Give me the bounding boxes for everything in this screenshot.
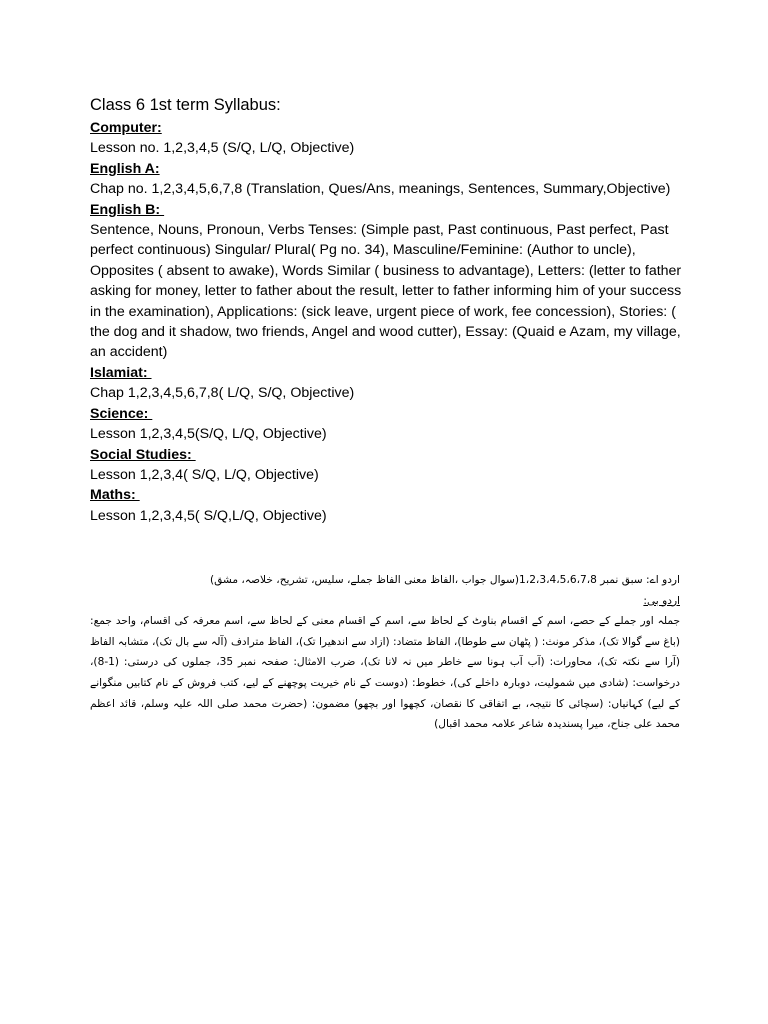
subject-heading: English B:	[90, 201, 165, 218]
subject-heading: English A:	[90, 160, 160, 177]
subject-islamiat	[90, 363, 690, 404]
subject-social-studies	[90, 445, 690, 486]
urdu-b-heading: اردو بی:	[643, 594, 680, 607]
urdu-section	[90, 570, 680, 735]
subject-body: Lesson 1,2,3,4,5( S/Q,L/Q, Objective)	[90, 507, 327, 524]
subject-english-a	[90, 159, 690, 200]
subject-heading: Science:	[90, 405, 153, 422]
subject-heading: Computer:	[90, 120, 162, 136]
subject-maths	[90, 485, 690, 526]
subject-body: Chap no. 1,2,3,4,5,6,7,8 (Translation, Ques/Ans, meanings, Sentences, Summary,Objective)	[90, 181, 671, 198]
urdu-b-text: جملہ اور جملے کے حصے، اسم کے اقسام بناوٹ کے لحاظ سے، اسم کے اقسام معنی کے لحاظ سے، اسم معرفہ کی اقسام، واحد جمع: (باغ سے گوالا تک)، مذکر مونث: ( پٹھان سے طوطا)، الفاظ متضاد: (ازاد سے اندھیرا تک)، الفاظ مترادف (آلہ سے بال تک)، متشابہ الفاظ (آرا سے نکتہ تک)، محاورات: (آب آب ہونا سے خاطر میں نہ لانا تک)، ضرب الامثال: صفحہ نمبر 35، جملوں کی درستی: (1-8)، درخواست: (شادی میں شمولیت، دوبارہ داخلے کی)، خطوط: (دوست کے نام خیریت پوچھنے کے لیے، کتب فروش کے نام کتابیں منگوانے کے لیے) کہانیاں: (سچائی کا نتیجہ، بے اتفاقی کا نقصان، کچھوا اور بچھو) مضمون: (حضرت محمد صلی اللہ علیہ وسلم، قائد اعظم محمد علی جناح، میرا پسندیدہ شاعر علامہ محمد اقبال)	[90, 615, 681, 731]
subject-body: Chap 1,2,3,4,5,6,7,8( L/Q, S/Q, Objective)	[90, 385, 355, 402]
subject-body: Lesson no. 1,2,3,4,5 (S/Q, L/Q, Objective)	[90, 140, 355, 157]
subject-english-b	[90, 200, 690, 363]
syllabus-content	[90, 94, 690, 526]
subject-body: Lesson 1,2,3,4,5(S/Q, L/Q, Objective)	[90, 426, 327, 443]
subject-body: Sentence, Nouns, Pronoun, Verbs Tenses: (Simple past, Past continuous, Past perfect, Past perfect continuous) Singular/ Plural( Pg no. 34), Masculine/Feminine: (Author to uncle), Opposites ( absent to awake), Words Similar ( business to advantage), Letters: (letter to father asking for money, letter to father about the result, letter to father informing him of your success in the examination), Applications: (sick leave, urgent piece of work, fee concession), Stories: ( the dog and it shadow, two friends, Angel and wood cutter), Essay: (Quaid e Azam, my village, an accident)	[90, 222, 682, 361]
subject-heading: Social Studies:	[90, 446, 196, 463]
subject-computer	[90, 118, 690, 159]
page-title: Class 6 1st term Syllabus:	[90, 96, 281, 114]
subject-science	[90, 404, 690, 445]
subject-heading: Maths:	[90, 487, 140, 504]
urdu-a-text: اردو اے: سبق نمبر 1،2،3،4،5،6،7،8(سوال جواب ،الفاظ معنی الفاظ جملے، سلیس، تشریح، خلاصہ، مشق)	[209, 574, 680, 586]
subject-heading: Islamiat:	[90, 364, 152, 381]
subject-body: Lesson 1,2,3,4( S/Q, L/Q, Objective)	[90, 466, 319, 483]
